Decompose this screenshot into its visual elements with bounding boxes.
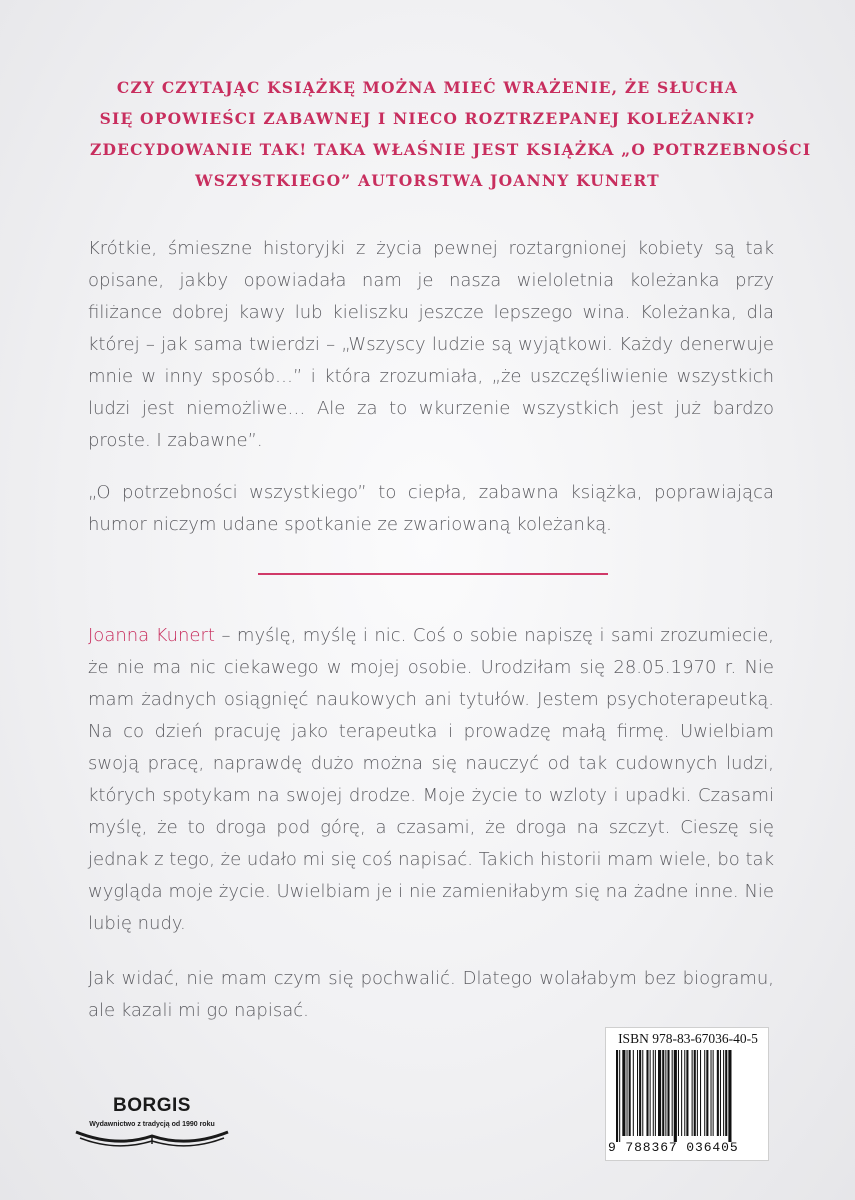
barcode-bar — [684, 1050, 685, 1136]
barcode-bar — [706, 1050, 708, 1136]
barcode-bar — [720, 1050, 721, 1136]
publisher-subtitle: Wydawnictwo z tradycją od 1990 roku — [89, 1121, 215, 1128]
barcode-bar — [694, 1050, 696, 1136]
barcode-bar — [665, 1050, 666, 1136]
barcode-bar — [658, 1050, 661, 1136]
barcode-bar — [642, 1050, 643, 1136]
barcode-bar — [639, 1050, 641, 1136]
barcode-bar — [672, 1050, 673, 1136]
publisher-name: BORGIS — [113, 1095, 191, 1116]
barcode-bar — [700, 1050, 701, 1136]
barcode-bar — [637, 1050, 638, 1136]
intro-paragraph: Krótkie, śmieszne historyjki z życia pewnej roztargnionej kobiety są tak opisane, jakby opowiadała nam je nasza wieloletnia koleżanka przy filiżance dobrej kawy lub kieliszku jeszcze lepszego wina. Koleżanka, dla której – jak sama twierdzi – „Wszyscy ludzie są wyjątkowi. Każdy denerwuje mnie w inny sposób…” i która zrozumiała, „że uszczęśliwienie wszystkich ludzi jest niemożliwe… Ale za to wkurzenie wszystkich jest już bardzo proste. I zabawne”. — [88, 238, 774, 451]
barcode-bar — [650, 1050, 651, 1136]
section-divider — [258, 573, 608, 575]
barcode-bar — [723, 1050, 724, 1136]
tagline-line: SIĘ OPOWIEŚCI ZABAWNEJ I NIECO ROZTRZEPANEJ KOLEŻANKI? — [99, 109, 756, 128]
author-name: Joanna Kunert — [88, 625, 215, 646]
author-bio — [88, 620, 774, 940]
tagline-line: CZY CZYTAJĄC KSIĄŻKĘ MOŻNA MIEĆ WRAŻENIE, ŻE SŁUCHA — [116, 78, 739, 97]
barcode-bar — [713, 1050, 714, 1136]
summary-paragraph: „O potrzebności wszystkiego” to ciepła, zabawna książka, poprawiająca humor niczym udane spotkanie ze zwariowaną koleżanką. — [88, 482, 774, 535]
isbn-label: ISBN 978-83-67036-40-5 — [618, 1031, 758, 1046]
open-book-icon — [72, 1128, 232, 1150]
barcode-bar — [686, 1050, 688, 1136]
barcode-bar — [667, 1050, 669, 1136]
barcode-bar — [697, 1050, 698, 1136]
barcode-bar — [717, 1050, 719, 1136]
barcode-bar — [692, 1050, 693, 1136]
publisher-logo — [72, 1088, 232, 1158]
barcode-bar — [728, 1050, 731, 1142]
barcode-bar — [633, 1050, 634, 1136]
barcode-bar — [662, 1050, 664, 1136]
barcode-bar — [646, 1050, 648, 1136]
tagline-line: ZDECYDOWANIE TAK! TAKA WŁAŚNIE JEST KSIĄŻKA „O POTRZEBNOŚCI — [90, 140, 812, 159]
barcode-bar — [616, 1050, 618, 1142]
barcode-bar — [629, 1050, 631, 1136]
tagline — [90, 72, 812, 196]
barcode-bar — [627, 1050, 628, 1136]
author-bio-text: – myślę, myślę i nic. Coś o sobie napiszę i sami zrozumiecie, że nie ma nic ciekawego w mojej osobie. Urodziłam się 28.05.1970 r. Nie mam żadnych osiągnięć naukowych ani tytułów. Jestem psychoterapeutką. Na co dzień pracuję jako terapeutka i prowadzę małą firmę. Uwielbiam swoją pracę, naprawdę dużo można się nauczyć od tak cudownych ludzi, których spotykam na swojej drodze. Moje życie to wzloty i upadki. Czasami myślę, że to droga pod górę, a czasami, że droga na szczyt. Cieszę się jednak z tego, że udało mi się coś napisać. Takich historii mam wiele, bo tak wygląda moje życie. Uwielbiam je i nie zamieniłabym się na żadne inne. Nie lubię nudy. — [88, 625, 774, 934]
barcode-bar — [622, 1050, 625, 1136]
barcode-bar — [704, 1050, 705, 1136]
barcode-bar — [655, 1050, 656, 1136]
barcode-bar — [725, 1050, 727, 1136]
isbn-barcode — [605, 1027, 769, 1161]
closing-paragraph: Jak widać, nie mam czym się pochwalić. Dlatego wolałabym bez biogramu, ale kazali mi go napisać. — [88, 968, 774, 1021]
barcode-bar — [619, 1050, 620, 1142]
barcode-bar — [681, 1050, 682, 1136]
barcode-bar — [678, 1050, 679, 1136]
barcode-bars — [610, 1050, 766, 1142]
barcode-bar — [674, 1050, 677, 1142]
barcode-bar — [653, 1050, 654, 1136]
tagline-line: WSZYSTKIEGO” AUTORSTWA JOANNY KUNERT — [195, 171, 660, 190]
barcode-digits: 9 788367 036405 — [608, 1140, 739, 1155]
barcode-bar — [711, 1050, 712, 1136]
